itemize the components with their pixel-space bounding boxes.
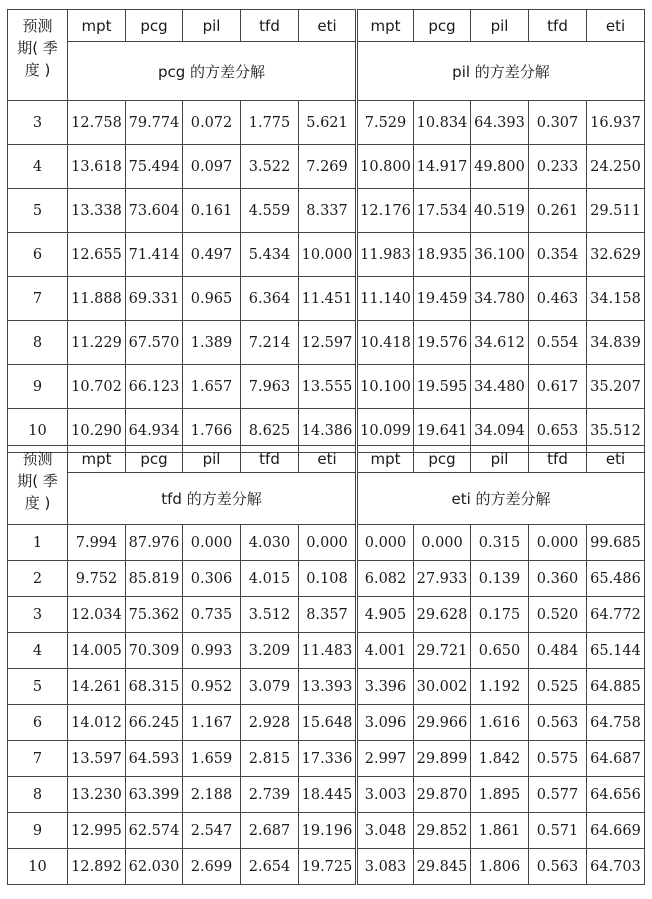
right-tfd-cell: 0.360 [529, 561, 587, 597]
left-eti-cell: 5.621 [299, 101, 357, 145]
right-tfd-cell: 0.525 [529, 669, 587, 705]
left-pcg-cell: 79.774 [126, 101, 183, 145]
left-pcg-cell: 75.362 [126, 597, 183, 633]
col-header-pil: pil [183, 10, 241, 42]
left-eti-cell: 0.108 [299, 561, 357, 597]
right-mpt-cell: 11.140 [357, 277, 414, 321]
right-tfd-cell: 0.577 [529, 777, 587, 813]
col-header-eti: eti [299, 446, 357, 473]
left-eti-cell: 19.196 [299, 813, 357, 849]
right-eti-cell: 16.937 [587, 101, 645, 145]
right-eti-cell: 24.250 [587, 145, 645, 189]
period-cell: 2 [8, 561, 68, 597]
right-tfd-cell: 0.000 [529, 525, 587, 561]
period-header-line-2: 期( 季 [17, 472, 58, 490]
right-eti-cell: 64.772 [587, 597, 645, 633]
right-pil-cell: 36.100 [471, 233, 529, 277]
left-mpt-cell: 14.261 [68, 669, 126, 705]
right-eti-cell: 64.656 [587, 777, 645, 813]
period-cell: 1 [8, 525, 68, 561]
right-pcg-cell: 29.845 [414, 849, 471, 885]
col-header-mpt: mpt [357, 10, 414, 42]
period-header-line-1: 预测 [22, 17, 53, 35]
col-header-pcg: pcg [126, 10, 183, 42]
variance-decomposition-table-bottom [7, 445, 645, 885]
col-header-eti: eti [587, 446, 645, 473]
col-header-pcg: pcg [126, 446, 183, 473]
left-tfd-cell: 3.522 [241, 145, 299, 189]
left-pil-cell: 0.993 [183, 633, 241, 669]
table-row [8, 101, 645, 145]
table-row [8, 633, 645, 669]
right-mpt-cell: 0.000 [357, 525, 414, 561]
right-pil-cell: 34.612 [471, 321, 529, 365]
right-pil-cell: 1.842 [471, 741, 529, 777]
right-pil-cell: 0.175 [471, 597, 529, 633]
table-row [8, 233, 645, 277]
left-pil-cell: 0.072 [183, 101, 241, 145]
left-pil-cell: 2.547 [183, 813, 241, 849]
table-row [8, 365, 645, 409]
left-eti-cell: 7.269 [299, 145, 357, 189]
right-eti-cell: 34.839 [587, 321, 645, 365]
left-tfd-cell: 2.739 [241, 777, 299, 813]
right-tfd-cell: 0.520 [529, 597, 587, 633]
col-header-pil: pil [471, 10, 529, 42]
table-row [8, 321, 645, 365]
right-eti-cell: 35.512 [587, 409, 645, 453]
right-pcg-cell: 30.002 [414, 669, 471, 705]
right-mpt-cell: 12.176 [357, 189, 414, 233]
left-mpt-cell: 10.702 [68, 365, 126, 409]
column-header-row [8, 10, 645, 42]
left-pil-cell: 0.161 [183, 189, 241, 233]
left-pil-cell: 0.497 [183, 233, 241, 277]
left-pcg-cell: 64.934 [126, 409, 183, 453]
left-mpt-cell: 11.888 [68, 277, 126, 321]
left-mpt-cell: 12.034 [68, 597, 126, 633]
left-pil-cell: 0.965 [183, 277, 241, 321]
col-header-pil: pil [183, 446, 241, 473]
variance-decomposition-table-top [7, 9, 645, 453]
left-pcg-cell: 62.574 [126, 813, 183, 849]
left-pil-cell: 0.000 [183, 525, 241, 561]
left-tfd-cell: 1.775 [241, 101, 299, 145]
left-pcg-cell: 67.570 [126, 321, 183, 365]
left-pil-cell: 1.766 [183, 409, 241, 453]
table-row [8, 813, 645, 849]
left-eti-cell: 13.393 [299, 669, 357, 705]
right-pcg-cell: 29.721 [414, 633, 471, 669]
right-pil-cell: 1.616 [471, 705, 529, 741]
right-tfd-cell: 0.354 [529, 233, 587, 277]
left-tfd-cell: 4.559 [241, 189, 299, 233]
right-pcg-cell: 17.534 [414, 189, 471, 233]
left-eti-cell: 10.000 [299, 233, 357, 277]
right-pil-cell: 1.806 [471, 849, 529, 885]
left-mpt-cell: 9.752 [68, 561, 126, 597]
right-pil-cell: 0.139 [471, 561, 529, 597]
col-header-pcg: pcg [414, 446, 471, 473]
left-pcg-cell: 66.245 [126, 705, 183, 741]
left-eti-cell: 18.445 [299, 777, 357, 813]
left-tfd-cell: 2.928 [241, 705, 299, 741]
period-cell: 7 [8, 277, 68, 321]
right-mpt-cell: 10.800 [357, 145, 414, 189]
right-pcg-cell: 29.852 [414, 813, 471, 849]
left-pil-cell: 0.097 [183, 145, 241, 189]
left-mpt-cell: 14.005 [68, 633, 126, 669]
left-pil-cell: 0.735 [183, 597, 241, 633]
right-pil-cell: 0.315 [471, 525, 529, 561]
right-pcg-cell: 19.459 [414, 277, 471, 321]
right-eti-cell: 64.703 [587, 849, 645, 885]
right-pcg-cell: 19.595 [414, 365, 471, 409]
left-eti-cell: 0.000 [299, 525, 357, 561]
left-pil-cell: 0.952 [183, 669, 241, 705]
left-eti-cell: 13.555 [299, 365, 357, 409]
right-pil-cell: 34.094 [471, 409, 529, 453]
left-tfd-cell: 7.963 [241, 365, 299, 409]
left-mpt-cell: 11.229 [68, 321, 126, 365]
left-eti-cell: 11.483 [299, 633, 357, 669]
period-header-line-3: 度 ) [24, 494, 51, 512]
right-tfd-cell: 0.233 [529, 145, 587, 189]
table-row [8, 597, 645, 633]
left-pcg-cell: 66.123 [126, 365, 183, 409]
right-pil-cell: 0.650 [471, 633, 529, 669]
period-cell: 10 [8, 409, 68, 453]
right-eti-cell: 32.629 [587, 233, 645, 277]
right-eti-cell: 64.687 [587, 741, 645, 777]
left-pil-cell: 1.659 [183, 741, 241, 777]
right-mpt-cell: 3.396 [357, 669, 414, 705]
period-header [8, 446, 68, 525]
left-tfd-cell: 3.512 [241, 597, 299, 633]
period-header-line-3: 度 ) [24, 61, 51, 79]
table-body [8, 101, 645, 453]
left-pil-cell: 1.167 [183, 705, 241, 741]
col-header-eti: eti [299, 10, 357, 42]
left-pil-cell: 2.699 [183, 849, 241, 885]
period-header-line-1: 预测 [22, 450, 53, 468]
left-pil-cell: 0.306 [183, 561, 241, 597]
period-cell: 3 [8, 597, 68, 633]
table-row [8, 561, 645, 597]
left-mpt-cell: 12.995 [68, 813, 126, 849]
left-mpt-cell: 14.012 [68, 705, 126, 741]
table-row [8, 145, 645, 189]
right-eti-cell: 65.144 [587, 633, 645, 669]
right-tfd-cell: 0.575 [529, 741, 587, 777]
section-title-row [8, 473, 645, 525]
right-eti-cell: 64.885 [587, 669, 645, 705]
right-mpt-cell: 6.082 [357, 561, 414, 597]
right-pil-cell: 1.192 [471, 669, 529, 705]
section-title-right: eti 的方差分解 [357, 473, 645, 525]
right-pil-cell: 64.393 [471, 101, 529, 145]
right-eti-cell: 35.207 [587, 365, 645, 409]
left-pcg-cell: 85.819 [126, 561, 183, 597]
right-pcg-cell: 27.933 [414, 561, 471, 597]
left-mpt-cell: 13.618 [68, 145, 126, 189]
left-pil-cell: 1.657 [183, 365, 241, 409]
period-cell: 5 [8, 669, 68, 705]
right-tfd-cell: 0.617 [529, 365, 587, 409]
col-header-tfd: tfd [529, 10, 587, 42]
right-pcg-cell: 0.000 [414, 525, 471, 561]
left-tfd-cell: 2.654 [241, 849, 299, 885]
right-pil-cell: 1.895 [471, 777, 529, 813]
right-eti-cell: 64.669 [587, 813, 645, 849]
left-tfd-cell: 2.815 [241, 741, 299, 777]
table-row [8, 189, 645, 233]
left-pil-cell: 2.188 [183, 777, 241, 813]
col-header-mpt: mpt [357, 446, 414, 473]
left-mpt-cell: 13.230 [68, 777, 126, 813]
table-row [8, 849, 645, 885]
left-pcg-cell: 87.976 [126, 525, 183, 561]
right-eti-cell: 65.486 [587, 561, 645, 597]
right-tfd-cell: 0.307 [529, 101, 587, 145]
table-row [8, 777, 645, 813]
right-mpt-cell: 2.997 [357, 741, 414, 777]
period-header [8, 10, 68, 101]
left-mpt-cell: 12.892 [68, 849, 126, 885]
right-eti-cell: 29.511 [587, 189, 645, 233]
right-pcg-cell: 18.935 [414, 233, 471, 277]
period-cell: 6 [8, 705, 68, 741]
period-header-line-2: 期( 季 [17, 39, 58, 57]
left-mpt-cell: 7.994 [68, 525, 126, 561]
table-row [8, 669, 645, 705]
col-header-mpt: mpt [68, 446, 126, 473]
left-tfd-cell: 6.364 [241, 277, 299, 321]
left-pcg-cell: 73.604 [126, 189, 183, 233]
section-title-left: pcg 的方差分解 [68, 42, 357, 101]
right-eti-cell: 34.158 [587, 277, 645, 321]
right-tfd-cell: 0.563 [529, 849, 587, 885]
col-header-eti: eti [587, 10, 645, 42]
right-pcg-cell: 19.576 [414, 321, 471, 365]
left-tfd-cell: 8.625 [241, 409, 299, 453]
left-pcg-cell: 64.593 [126, 741, 183, 777]
left-mpt-cell: 12.758 [68, 101, 126, 145]
table-row [8, 277, 645, 321]
left-eti-cell: 12.597 [299, 321, 357, 365]
left-mpt-cell: 10.290 [68, 409, 126, 453]
period-cell: 3 [8, 101, 68, 145]
right-pcg-cell: 29.870 [414, 777, 471, 813]
left-tfd-cell: 7.214 [241, 321, 299, 365]
left-mpt-cell: 13.597 [68, 741, 126, 777]
right-mpt-cell: 4.905 [357, 597, 414, 633]
period-cell: 7 [8, 741, 68, 777]
right-pil-cell: 34.780 [471, 277, 529, 321]
right-mpt-cell: 10.099 [357, 409, 414, 453]
left-pcg-cell: 70.309 [126, 633, 183, 669]
left-pcg-cell: 75.494 [126, 145, 183, 189]
left-eti-cell: 15.648 [299, 705, 357, 741]
right-tfd-cell: 0.554 [529, 321, 587, 365]
left-tfd-cell: 3.079 [241, 669, 299, 705]
left-pcg-cell: 71.414 [126, 233, 183, 277]
period-cell: 8 [8, 321, 68, 365]
right-mpt-cell: 10.100 [357, 365, 414, 409]
right-pcg-cell: 19.641 [414, 409, 471, 453]
left-pcg-cell: 62.030 [126, 849, 183, 885]
right-mpt-cell: 11.983 [357, 233, 414, 277]
left-pil-cell: 1.389 [183, 321, 241, 365]
table-row [8, 525, 645, 561]
right-tfd-cell: 0.261 [529, 189, 587, 233]
col-header-mpt: mpt [68, 10, 126, 42]
left-tfd-cell: 2.687 [241, 813, 299, 849]
col-header-pcg: pcg [414, 10, 471, 42]
column-header-row [8, 446, 645, 473]
right-pil-cell: 49.800 [471, 145, 529, 189]
right-tfd-cell: 0.653 [529, 409, 587, 453]
left-eti-cell: 19.725 [299, 849, 357, 885]
right-tfd-cell: 0.571 [529, 813, 587, 849]
table-body [8, 525, 645, 885]
left-pcg-cell: 63.399 [126, 777, 183, 813]
right-pil-cell: 40.519 [471, 189, 529, 233]
right-mpt-cell: 4.001 [357, 633, 414, 669]
left-eti-cell: 14.386 [299, 409, 357, 453]
section-title-row [8, 42, 645, 101]
section-title-left: tfd 的方差分解 [68, 473, 357, 525]
left-eti-cell: 17.336 [299, 741, 357, 777]
left-eti-cell: 8.337 [299, 189, 357, 233]
period-cell: 6 [8, 233, 68, 277]
right-pcg-cell: 14.917 [414, 145, 471, 189]
right-mpt-cell: 3.003 [357, 777, 414, 813]
right-tfd-cell: 0.563 [529, 705, 587, 741]
right-pil-cell: 1.861 [471, 813, 529, 849]
col-header-tfd: tfd [241, 446, 299, 473]
right-eti-cell: 99.685 [587, 525, 645, 561]
col-header-pil: pil [471, 446, 529, 473]
right-mpt-cell: 3.048 [357, 813, 414, 849]
period-cell: 4 [8, 145, 68, 189]
left-tfd-cell: 5.434 [241, 233, 299, 277]
period-cell: 5 [8, 189, 68, 233]
left-eti-cell: 8.357 [299, 597, 357, 633]
table-row [8, 705, 645, 741]
right-mpt-cell: 7.529 [357, 101, 414, 145]
right-pil-cell: 34.480 [471, 365, 529, 409]
left-mpt-cell: 13.338 [68, 189, 126, 233]
period-cell: 10 [8, 849, 68, 885]
section-title-right: pil 的方差分解 [357, 42, 645, 101]
left-mpt-cell: 12.655 [68, 233, 126, 277]
left-tfd-cell: 3.209 [241, 633, 299, 669]
right-pcg-cell: 29.966 [414, 705, 471, 741]
period-cell: 9 [8, 813, 68, 849]
right-mpt-cell: 10.418 [357, 321, 414, 365]
right-pcg-cell: 10.834 [414, 101, 471, 145]
right-tfd-cell: 0.463 [529, 277, 587, 321]
right-mpt-cell: 3.083 [357, 849, 414, 885]
left-eti-cell: 11.451 [299, 277, 357, 321]
right-mpt-cell: 3.096 [357, 705, 414, 741]
right-tfd-cell: 0.484 [529, 633, 587, 669]
left-tfd-cell: 4.030 [241, 525, 299, 561]
left-pcg-cell: 68.315 [126, 669, 183, 705]
right-pcg-cell: 29.628 [414, 597, 471, 633]
left-pcg-cell: 69.331 [126, 277, 183, 321]
period-cell: 9 [8, 365, 68, 409]
period-cell: 8 [8, 777, 68, 813]
table-row [8, 741, 645, 777]
right-eti-cell: 64.758 [587, 705, 645, 741]
right-pcg-cell: 29.899 [414, 741, 471, 777]
left-tfd-cell: 4.015 [241, 561, 299, 597]
period-cell: 4 [8, 633, 68, 669]
col-header-tfd: tfd [241, 10, 299, 42]
col-header-tfd: tfd [529, 446, 587, 473]
